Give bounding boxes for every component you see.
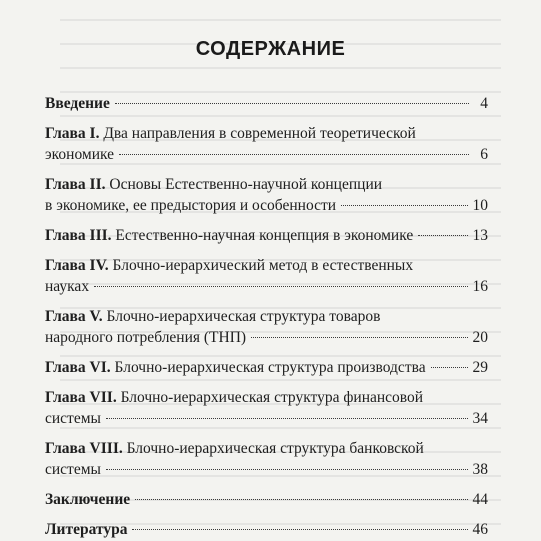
toc-entry-title: Блочно-иерархическая структура финансовой: [120, 389, 424, 406]
toc-entry-title-cont: науках: [45, 278, 90, 295]
toc-dot-leader: [132, 529, 467, 530]
toc-dot-leader: [119, 154, 469, 155]
toc-entry-page: 29: [472, 359, 488, 376]
toc-entry-page: 4: [480, 95, 488, 112]
toc-entry-label: Заключение: [45, 491, 131, 508]
toc-entry-title: Блочно-иерархический метод в естественных: [112, 257, 414, 274]
toc-entry-title: Два направления в современной теоретической: [103, 125, 416, 142]
toc-entry-title: Основы Естественно-научной концепции: [109, 176, 383, 193]
toc-entry-page: 6: [480, 146, 488, 163]
toc-entry-chapter-8: [45, 438, 488, 480]
toc-entry-title-cont: системы: [45, 410, 101, 427]
toc-entry-page: 34: [472, 410, 488, 427]
table-of-contents: [45, 93, 488, 541]
toc-entry-label: Глава VII.: [45, 389, 117, 406]
toc-dot-leader: [418, 235, 467, 236]
toc-dot-leader: [106, 418, 468, 419]
toc-entry-title: Естественно-научная концепция в экономике: [115, 227, 414, 244]
toc-entry-label: Глава VI.: [45, 359, 111, 376]
toc-entry-introduction: [45, 93, 488, 114]
toc-dot-leader: [341, 205, 467, 206]
toc-entry-title-cont: системы: [45, 461, 101, 478]
toc-entry-chapter-1: [45, 123, 488, 165]
toc-entry-chapter-3: [45, 225, 488, 246]
toc-entry-page: 13: [472, 227, 488, 244]
toc-entry-title-cont: народного потребления (ТНП): [45, 329, 247, 346]
toc-entry-label: Глава VIII.: [45, 440, 123, 457]
toc-entry-label: Глава IV.: [45, 257, 109, 274]
toc-entry-chapter-7: [45, 387, 488, 429]
toc-entry-page: 38: [472, 461, 488, 478]
toc-entry-chapter-5: [45, 306, 488, 348]
toc-dot-leader: [431, 367, 468, 368]
toc-entry-label: Литература: [45, 521, 128, 538]
toc-entry-label: Глава III.: [45, 227, 112, 244]
toc-entry-label: Глава II.: [45, 176, 106, 193]
toc-dot-leader: [135, 499, 467, 500]
toc-entry-chapter-2: [45, 174, 488, 216]
toc-entry-label: Глава I.: [45, 125, 100, 142]
toc-entry-chapter-6: [45, 357, 488, 378]
toc-entry-label: Глава V.: [45, 308, 103, 325]
toc-entry-page: 10: [472, 197, 488, 214]
toc-entry-title-cont: экономике: [45, 146, 115, 163]
toc-entry-label: Введение: [45, 95, 110, 112]
toc-dot-leader: [94, 286, 467, 287]
toc-dot-leader: [115, 103, 469, 104]
toc-entry-page: 20: [472, 329, 488, 346]
toc-entry-conclusion: [45, 489, 488, 510]
toc-entry-references: [45, 519, 488, 540]
toc-entry-title-cont: в экономике, ее предыстория и особенности: [45, 197, 337, 214]
toc-dot-leader: [251, 337, 467, 338]
page-title: СОДЕРЖАНИЕ: [195, 38, 346, 60]
toc-entry-page: 46: [472, 521, 488, 538]
toc-entry-title: Блочно-иерархическая структура товаров: [106, 308, 381, 325]
toc-entry-chapter-4: [45, 255, 488, 297]
toc-dot-leader: [106, 469, 468, 470]
toc-entry-page: 16: [472, 278, 488, 295]
toc-entry-title: Блочно-иерархическая структура банковской: [126, 440, 424, 457]
toc-entry-page: 44: [472, 491, 488, 508]
toc-entry-title: Блочно-иерархическая структура производства: [114, 359, 426, 376]
